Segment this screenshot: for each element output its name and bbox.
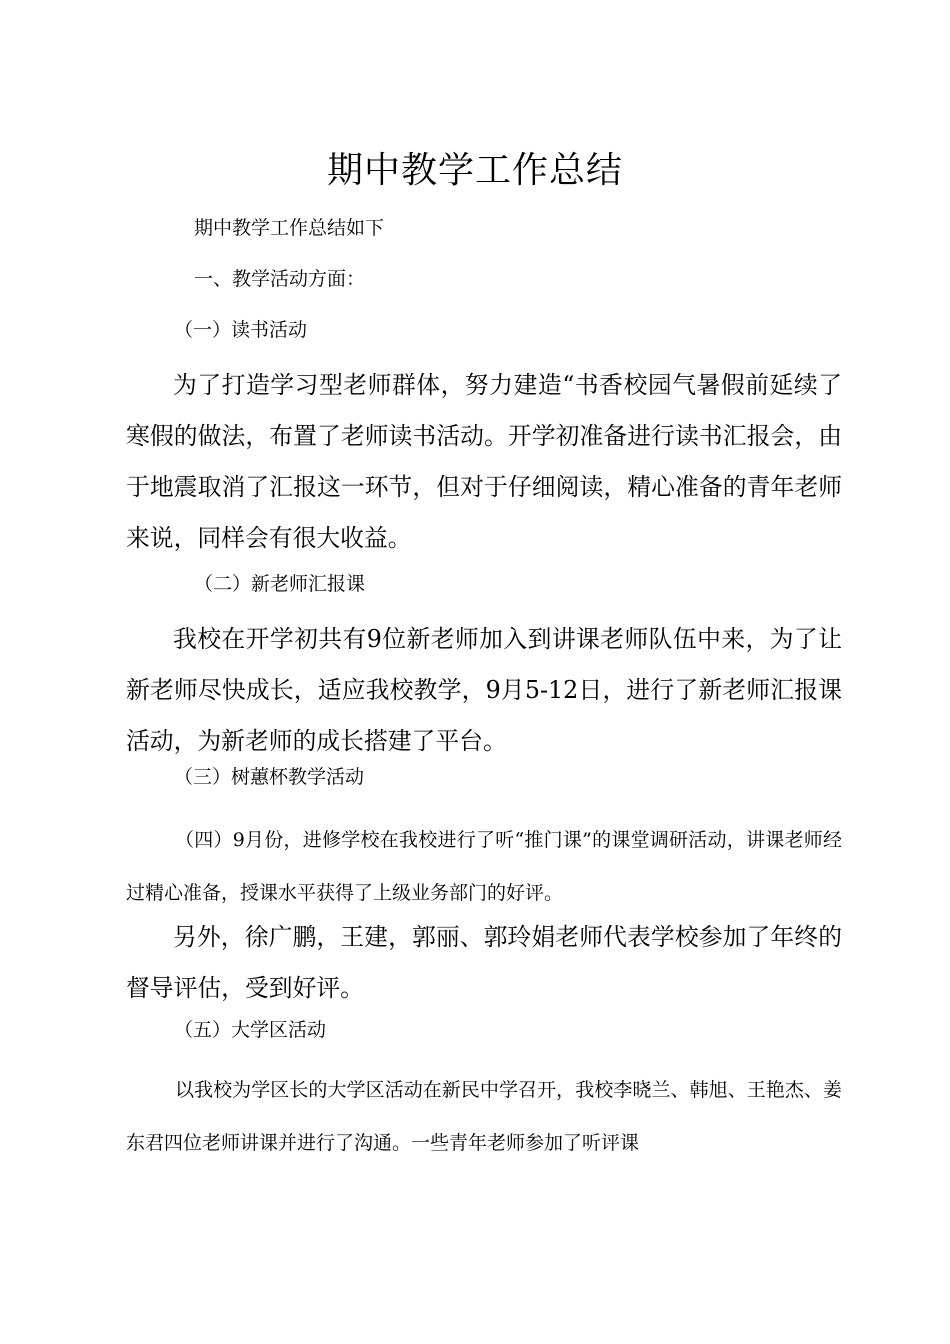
- sub1-paragraph: 为了打造学习型老师群体，努力建造“书香校园气暑假前延续了寒假的做法，布置了老师读书活动。开学初准备进行读书汇报会，由于地震取消了汇报这一环节，但对于仔细阅读，精心准备的青年老师来说，同样会有很大收益。: [126, 371, 842, 552]
- sub2-paragraph: 我校在开学初共有9位新老师加入到讲课老师队伍中来，为了让新老师尽快成长，适应我校教学，9月5-12日，进行了新老师汇报课活动，为新老师的成长搭建了平台。: [126, 625, 842, 755]
- sub5-heading: （五）大学区活动: [174, 1019, 327, 1041]
- sub3-heading: （三）树蕙杯教学活动: [174, 766, 365, 788]
- sub4-paragraph: （四）9月份，进修学校在我校进行了听“推门课”的课堂调研活动，讲课老师经过精心准备，授课水平获得了上级业务部门的好评。: [126, 829, 842, 904]
- intro-line: 期中教学工作总结如下: [194, 217, 385, 239]
- document-title: 期中教学工作总结: [326, 150, 623, 191]
- sub5-paragraph: 以我校为学区长的大学区活动在新民中学召开，我校李晓兰、韩旭、王艳杰、姜东君四位老师讲课并进行了沟通。一些青年老师参加了听评课: [126, 1079, 842, 1154]
- sub1-heading: （一）读书活动: [174, 319, 308, 341]
- other-paragraph: 另外，徐广鹏，王建，郭丽、郭玲娟老师代表学校参加了年终的督导评估，受到好评。: [126, 923, 842, 1002]
- sub2-heading: （二）新老师汇报课: [194, 573, 366, 595]
- section1-heading: 一、教学活动方面：: [194, 268, 366, 290]
